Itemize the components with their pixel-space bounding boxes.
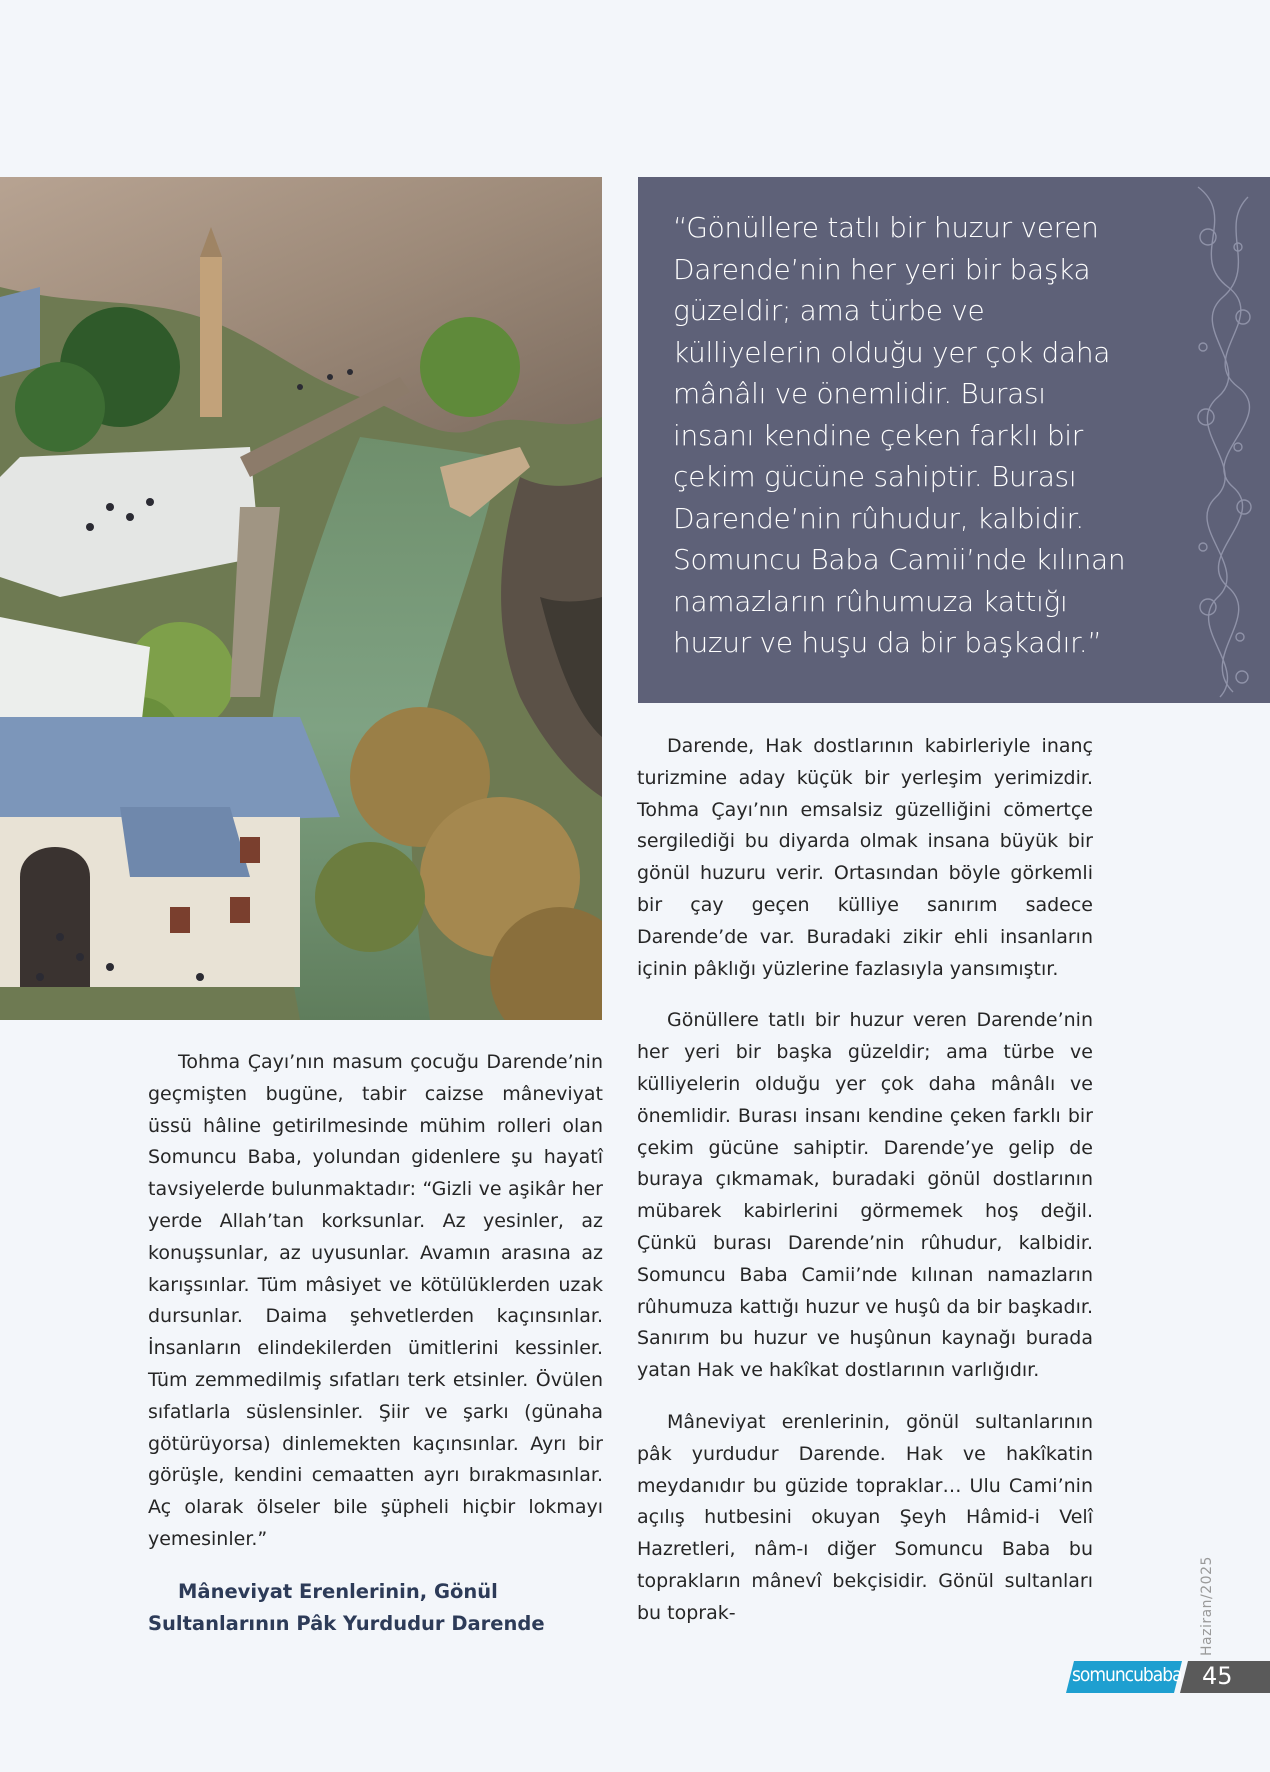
right-paragraph-2: Gönüllere tatlı bir huzur veren Darende’nin her yeri bir başka güzeldir; ama türbe ve külliyelerin olduğu yer çok daha mânâlı ve önemlidir. Burası insanı kendine çeken farklı bir çekim gücüne sahiptir. Darende’ye gelip de buraya çıkmamak, buradaki gönül dostlarının mübarek kabirlerini görmemek hoş değil. Çünkü burası Darende’nin rûhudur, kalbidir. Somuncu Baba Camii’nde kılınan namazların rûhumuza kattığı huzur ve huşû da bir başkadır. Sanırım bu huzur ve huşûnun kaynağı burada yatan Hak ve hakîkat dostlarının varlığıdır. [637, 1009, 1093, 1382]
section-subheading: Mâneviyat Erenlerinin, Gönül Sultanlarının Pâk Yurdudur Darende [148, 1579, 545, 1635]
pull-quote-text: “Gönüllere tatlı bir huzur veren Darende’nin her yeri bir başka güzeldir; ama türbe ve külliyelerin olduğu yer çok daha mânâlı ve önemlidir. Burası insanı kendine çeken farklı bir çekim gücüne sahiptir. Burası Darende’nin rûhudur, kalbidir. Somuncu Baba Camii’nde kılınan namazların rûhumuza kattığı huzur ve huşu da bir başkadır.” [673, 211, 1126, 659]
left-text-column [148, 1047, 603, 1659]
complex-photo-illustration [0, 177, 602, 1020]
right-text-column [637, 731, 1093, 1650]
page-number-badge [1180, 1661, 1270, 1693]
pull-quote-box [638, 177, 1270, 703]
complex-photo [0, 177, 602, 1020]
magazine-brand [1066, 1661, 1182, 1693]
right-paragraph-3: Mâneviyat erenlerinin, gönül sultanlarının pâk yurdudur Darende. Hak ve hakîkatin meydanıdır bu güzide topraklar… Ulu Cami’nin açılış hutbesini okuyan Şeyh Hâmid-i Velî Hazretleri, nâm-ı diğer Somuncu Baba bu toprakların mânevî bekçisidir. Gönül sultanları bu toprak- [637, 1410, 1093, 1624]
page-number: 45 [1202, 1662, 1233, 1690]
brand-name: somuncubaba [1072, 1664, 1182, 1686]
issue-date: Haziran/2025 [1199, 1556, 1215, 1656]
floral-ornament-icon [1178, 177, 1270, 703]
left-paragraph-1: Tohma Çayı’nın masum çocuğu Darende’nin geçmişten bugüne, tabir caizse mâneviyat üssü hâline getirilmesinde mühim rolleri olan Somuncu Baba, yolundan gidenlere şu hayatî tavsiyelerde bulunmaktadır: “Gizli ve aşikâr her yerde Allah’tan korksunlar. Az yesinler, az konuşsunlar, az uyusunlar. Avamın arasına az karışsınlar. Tüm mâsiyet ve kötülüklerden uzak dursunlar. Daima şehvetlerden kaçınsınlar. İnsanların elindekilerden ümitlerini kessinler. Tüm zemmedilmiş sıfatları terk etsinler. Övülen sıfatlarla süslensinler. Şiir ve şarkı (günaha götürüyorsa) dinlemekten kaçınsınlar. Ayrı bir görüşle, kendini cemaatten ayrı bırakmasınlar. Aç olarak ölseler bile şüpheli hiçbir lokmayı yemesinler.” [148, 1051, 603, 1550]
right-paragraph-1: Darende, Hak dostlarının kabirleriyle inanç turizmine aday küçük bir yerleşim yerimizdir. Tohma Çayı’nın emsalsiz güzelliğini cömertçe sergilediği bu diyarda olmak insana büyük bir gönül huzuru verir. Ortasından böyle görkemli bir çay geçen külliye sanırım sadece Darende’de var. Buradaki zikir ehli insanların içinin pâklığı yüzlerine fazlasıyla yansımıştır. [637, 735, 1093, 980]
